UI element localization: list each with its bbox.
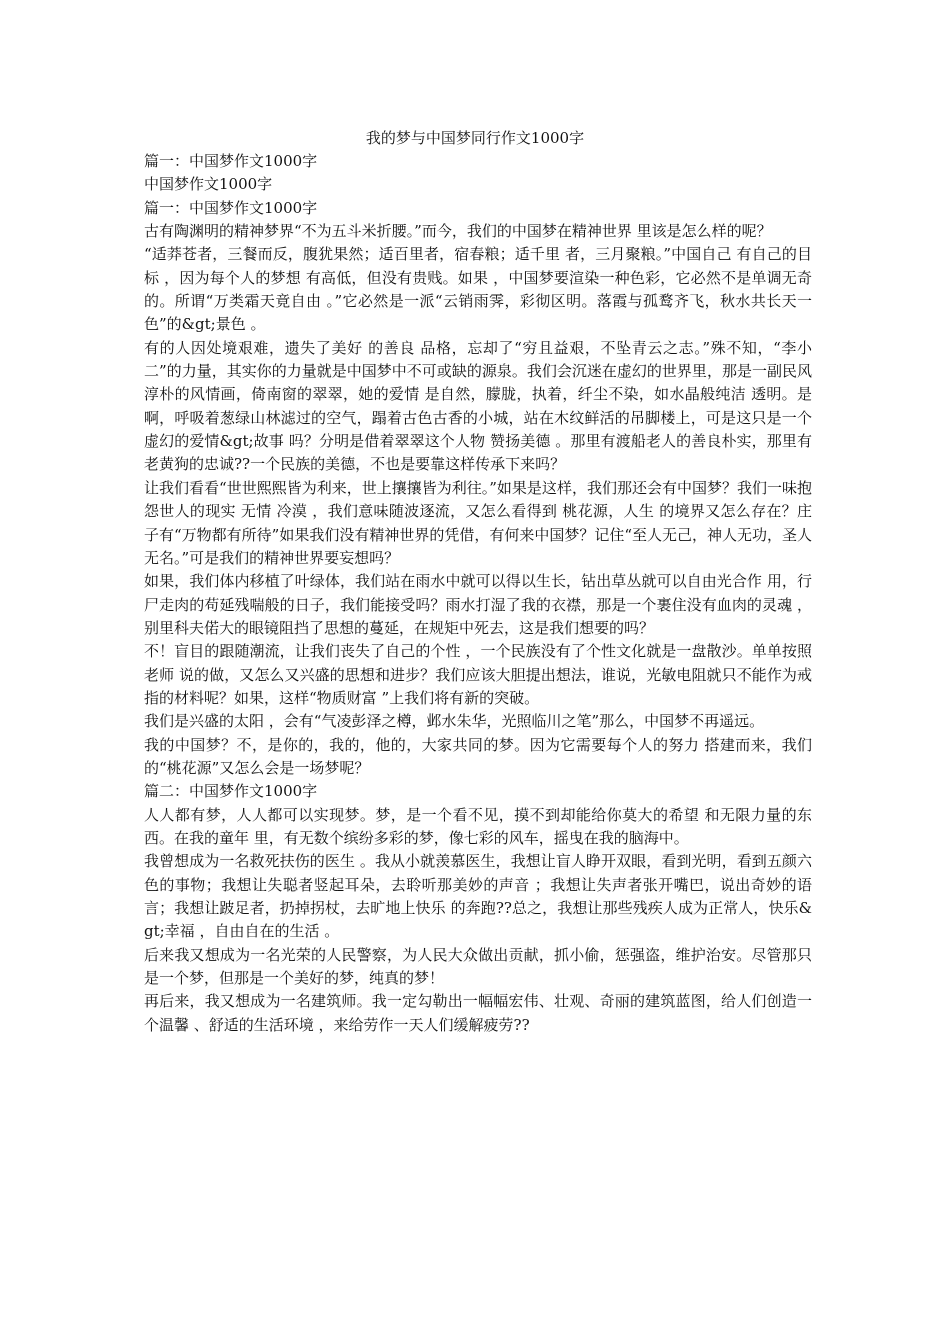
body-paragraph: 人人都有梦，人人都可以实现梦。梦，是一个看不见，摸不到却能给你莫大的希望 和无限力量的东西。在我的童年 里，有无数个缤纷多彩的梦，像七彩的风车，摇曳在我的脑海中。 <box>144 805 812 847</box>
body-paragraph: 有的人因处境艰难，遗失了美好 的善良 品格，忘却了“穷且益艰，不坠青云之志。”殊不知，“李小二”的力量，其实你的力量就是中国梦中不可或缺的源泉。我们会沉迷在虚幻的世界里，那是一副民风淳朴的风情画，倚南窗的翠翠，她的爱情 是自然，朦胧，执着，纤尘不染，如水晶般纯洁 透明。是啊，呼吸着葱绿山林滤过的空气，蹋着古色古香的小城，站在木纹鲜活的吊脚楼上，可是这只是一个虚幻的爱情&gt;故事 吗？分明是借着翠翠这个人物 赞扬美德 。那里有渡船老人的善良朴实，那里有老黄狗的忠诚??一个民族的美德，不也是要靠这样传承下来吗？ <box>144 338 812 474</box>
body-paragraph: 如果，我们体内移植了叶绿体，我们站在雨水中就可以得以生长，钻出草丛就可以自由光合作 用，行尸走肉的苟延残喘般的日子，我们能接受吗？雨水打湿了我的衣襟，那是一个裹住没有血肉的灵魂 ，别里科夫偌大的眼镜阻挡了思想的蔓延，在规矩中死去，这是我们想要的吗？ <box>144 572 812 637</box>
body-paragraph: 我的中国梦？不，是你的，我的，他的，大家共同的梦。因为它需要每个人的努力 搭建而来，我们的“桃花源”又怎么会是一场梦呢？ <box>144 735 812 777</box>
section-heading: 篇二：中国梦作文1000字 <box>144 782 318 801</box>
document-title: 我的梦与中国梦同行作文1000字 <box>365 129 585 147</box>
body-paragraph: 不！盲目的跟随潮流，让我们丧失了自己的个性 ，一个民族没有了个性文化就是一盘散沙。单单按照老师 说的做，又怎么又兴盛的思想和进步？我们应该大胆提出想法，谁说，光敏电阻就只不能作为戒指的材料呢？如果，这样“物质财富 ”上我们将有新的突破。 <box>144 642 812 707</box>
section-heading: 中国梦作文1000字 <box>144 175 273 194</box>
document-body <box>144 150 812 1037</box>
section-heading: 篇一：中国梦作文1000字 <box>144 152 318 170</box>
body-paragraph: 我们是兴盛的太阳 ，会有“气凌彭泽之樽，邺水朱华，光照临川之笔”那么，中国梦不再遥远。 <box>144 712 765 731</box>
body-paragraph: 我曾想成为一名救死扶伤的医生 。我从小就羡慕医生，我想让盲人睁开双眼，看到光明，看到五颜六色的事物；我想让失聪者竖起耳朵，去聆听那美妙的声音 ；我想让失声者张开嘴巴，说出奇妙的语言；我想让跛足者，扔掉拐杖，去旷地上快乐 的奔跑??总之，我想让那些残疾人成为正常人，快乐&gt;幸福 ，自由自在的生活 。 <box>144 852 812 941</box>
body-paragraph: “适莽苍者，三餐而反，腹犹果然；适百里者，宿春粮；适千里 者，三月聚粮。”中国自己 有自己的目标 ，因为每个人的梦想 有高低，但没有贵贱。如果 ，中国梦要渲染一种色彩，它必然不是单调无奇的。所谓“万类霜天竟自由 。”它必然是一派“云销雨霁，彩彻区明。落霞与孤鹜齐飞，秋水共长天一色”的&gt;景色 。 <box>144 245 812 334</box>
body-paragraph: 后来我又想成为一名光荣的人民警察，为人民大众做出贡献，抓小偷，惩强盗，维护治安。尽管那只是一个梦，但那是一个美好的梦，纯真的梦！ <box>144 945 812 988</box>
body-paragraph: 让我们看看“世世熙熙皆为利来，世上攘攘皆为利往。”如果是这样，我们那还会有中国梦？我们一味抱怨世人的现实 无情 冷漠 ，我们意味随波逐流，又怎么看得到 桃花源，人生 的境界又怎么存在？庄子有“万物都有所待”如果我们没有精神世界的凭借，有何来中国梦？记住“至人无己，神人无功，圣人无名。”可是我们的精神世界要妄想吗？ <box>144 478 813 567</box>
body-paragraph: 古有陶渊明的精神梦界“不为五斗米折腰。”而今，我们的中国梦在精神世界 里该是怎么样的呢？ <box>144 222 772 241</box>
body-paragraph: 再后来，我又想成为一名建筑师。我一定勾勒出一幅幅宏伟、壮观、奇丽的建筑蓝图，给人们创造一个温馨 、舒适的生活环境 ，来给劳作一天人们缓解疲劳?? <box>144 992 812 1034</box>
section-heading: 篇一：中国梦作文1000字 <box>144 198 318 217</box>
